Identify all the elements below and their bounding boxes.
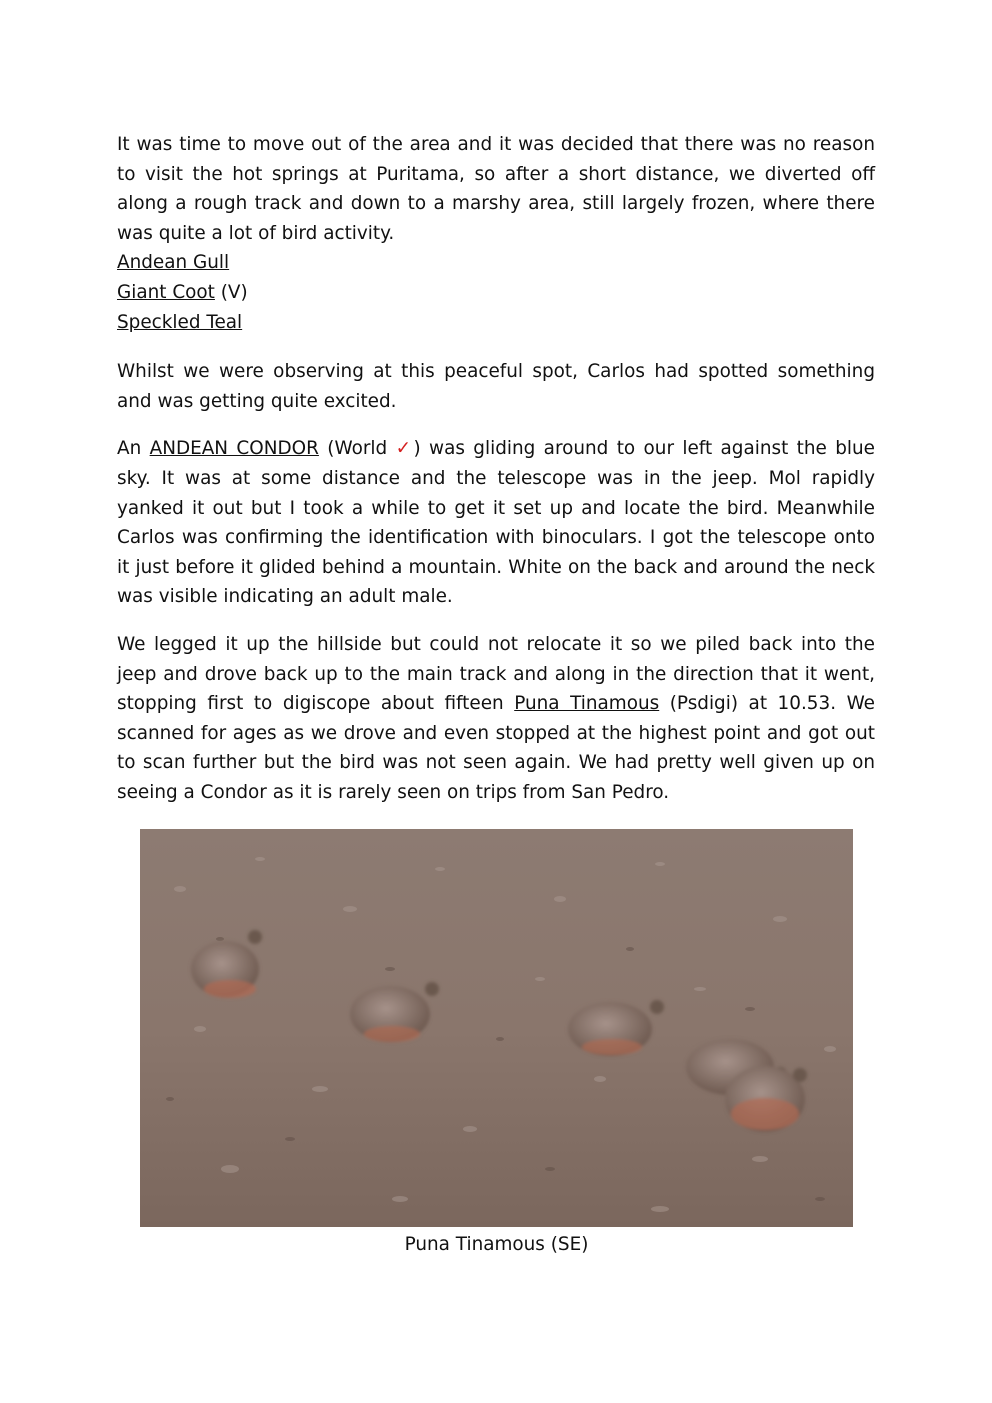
intro-paragraph: It was time to move out of the area and it was decided that there was no reason to visit the hot springs at Puritama, so after a short distance, we diverted off along a rough track and down to a marshy area, still largely frozen, where there was quite a lot of bird activity. (117, 134, 875, 244)
document-body (117, 130, 875, 807)
tinamou-photo (140, 829, 853, 1227)
tinamou-species: Puna Tinamous (514, 693, 660, 715)
list-item (117, 308, 875, 338)
species-list (117, 248, 875, 337)
photo-caption: Puna Tinamous (SE) (404, 1234, 589, 1255)
species-link: Giant Coot (117, 281, 215, 303)
condor-species: ANDEAN CONDOR (149, 438, 319, 460)
check-icon: ✓ (395, 438, 414, 460)
tinamou-paragraph: We legged it up the hillside but could not relocate it so we piled back into the jeep and drove back up to the main track and along in the direction that it went, stopping first to digiscope about fifteen Puna Tinamous (Psdigi) at 10.53. We scanned for ages as we drove and even stopped at the highest point and got out to scan further but the bird was not seen again. We had pretty well given up on seeing a Condor as it is rarely seen on trips from San Pedro. (117, 633, 876, 803)
condor-paragraph: An ANDEAN CONDOR (World ✓) was gliding around to our left against the blue sky. It was at some distance and the telescope was in the jeep. Mol rapidly yanked it out but I took a while to get it set up and locate the bird. Meanwhile Carlos was confirming the identification with binoculars. I got the telescope onto it just before it glided behind a mountain. White on the back and around the neck was visible indicating an adult male. (117, 438, 875, 608)
species-link: Speckled Teal (117, 311, 243, 333)
species-link: Andean Gull (117, 252, 230, 274)
list-item (117, 248, 875, 278)
list-item: Giant Coot (V) (117, 281, 248, 303)
observation-paragraph: Whilst we were observing at this peaceful spot, Carlos had spotted something and was getting quite excited. (117, 361, 875, 412)
